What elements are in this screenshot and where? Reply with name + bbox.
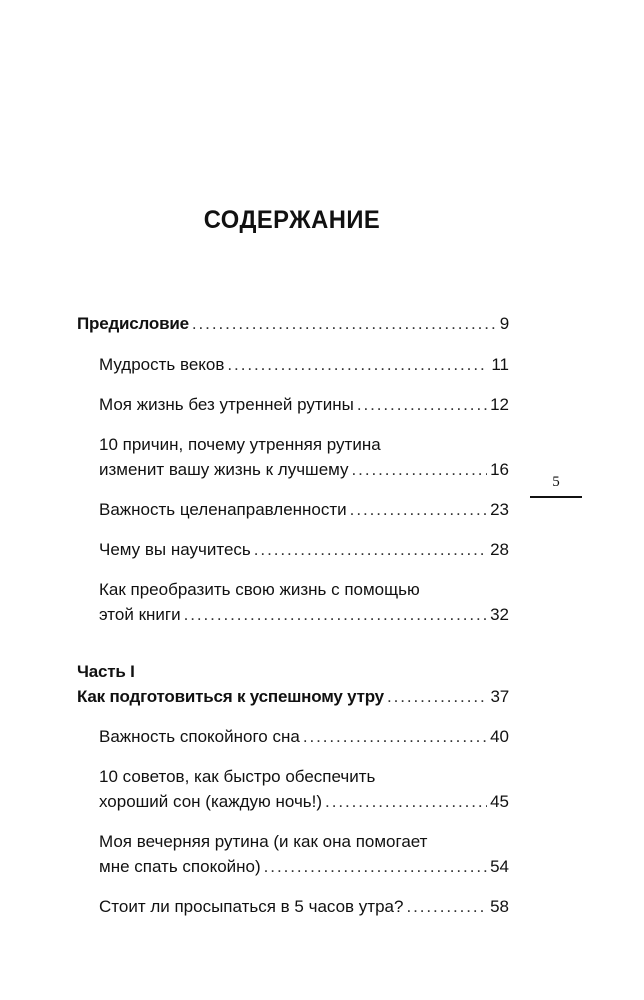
toc-entry-title: Часть I	[77, 662, 135, 681]
toc-entry	[77, 432, 509, 482]
toc-entry-title: Как преобразить свою жизнь с помощью	[99, 580, 420, 599]
dot-leader	[406, 894, 487, 919]
toc-entry-title: 10 советов, как быстро обеспечить	[99, 767, 376, 786]
dot-leader	[325, 789, 487, 814]
toc-line	[77, 311, 509, 336]
page-number-rule	[530, 496, 582, 498]
dot-leader	[227, 352, 488, 377]
toc-line	[99, 537, 509, 562]
toc-entry	[77, 764, 509, 814]
toc-entry	[77, 724, 509, 749]
toc-entry	[77, 352, 509, 377]
toc-line	[99, 724, 509, 749]
toc-entry-title: хороший сон (каждую ночь!)	[99, 792, 323, 811]
toc-line	[77, 659, 509, 684]
toc-line	[99, 764, 509, 789]
toc-entry-title: Моя жизнь без утренней рутины	[99, 395, 354, 414]
toc-entry-title: 10 причин, почему утренняя рутина	[99, 435, 381, 454]
toc-line	[99, 577, 509, 602]
toc-line	[99, 789, 509, 814]
toc-entry-title: Предисловие	[77, 314, 189, 333]
toc-line	[99, 829, 509, 854]
toc-entry	[77, 311, 509, 336]
toc-page-number: 37	[490, 687, 509, 706]
toc-line	[99, 854, 509, 879]
table-of-contents	[77, 296, 509, 919]
toc-line	[77, 684, 509, 709]
page-number: 5	[552, 474, 560, 490]
toc-line	[99, 894, 509, 919]
page-title: СОДЕРЖАНИЕ	[203, 206, 381, 234]
toc-page-number: 58	[490, 897, 509, 916]
dot-leader	[350, 497, 487, 522]
toc-entry-title: изменит вашу жизнь к лучшему	[99, 460, 349, 479]
toc-line	[99, 457, 509, 482]
toc-line	[99, 392, 509, 417]
toc-entry	[77, 829, 509, 879]
toc-entry-title: Мудрость веков	[99, 355, 225, 374]
toc-entry	[77, 659, 509, 709]
toc-entry-title: Чему вы научитесь	[99, 540, 251, 559]
dot-leader	[254, 537, 487, 562]
toc-page-number: 12	[490, 395, 509, 414]
dot-leader	[352, 457, 488, 482]
toc-page-number: 9	[499, 314, 509, 333]
toc-page-number: 54	[490, 857, 509, 876]
dot-leader	[387, 684, 488, 709]
dot-leader	[264, 854, 487, 879]
toc-entry-title: Важность целенаправленности	[99, 500, 347, 519]
dot-leader	[192, 311, 497, 336]
toc-entry	[77, 537, 509, 562]
dot-leader	[184, 602, 487, 627]
toc-entry	[77, 577, 509, 627]
toc-page-number: 40	[490, 727, 509, 746]
toc-entry-title: Важность спокойного сна	[99, 727, 300, 746]
toc-line	[99, 602, 509, 627]
toc-page-number: 16	[490, 460, 509, 479]
toc-entry-title: Как подготовиться к успешному утру	[77, 687, 384, 706]
toc-entry-title: Стоит ли просыпаться в 5 часов утра?	[99, 897, 404, 916]
toc-line	[99, 432, 509, 457]
toc-entry	[77, 392, 509, 417]
toc-page-number: 11	[491, 355, 509, 374]
dot-leader	[357, 392, 487, 417]
toc-entry	[77, 894, 509, 919]
toc-entry-title: мне спать спокойно)	[99, 857, 261, 876]
toc-entry-title: Моя вечерняя рутина (и как она помогает	[99, 832, 428, 851]
toc-entry	[77, 497, 509, 522]
toc-page-number: 23	[490, 500, 509, 519]
toc-entry-title: этой книги	[99, 605, 181, 624]
toc-line	[99, 497, 509, 522]
toc-line	[99, 352, 509, 377]
toc-page-number: 32	[490, 605, 509, 624]
toc-page-number: 28	[490, 540, 509, 559]
dot-leader	[303, 724, 487, 749]
toc-page-number: 45	[490, 792, 509, 811]
